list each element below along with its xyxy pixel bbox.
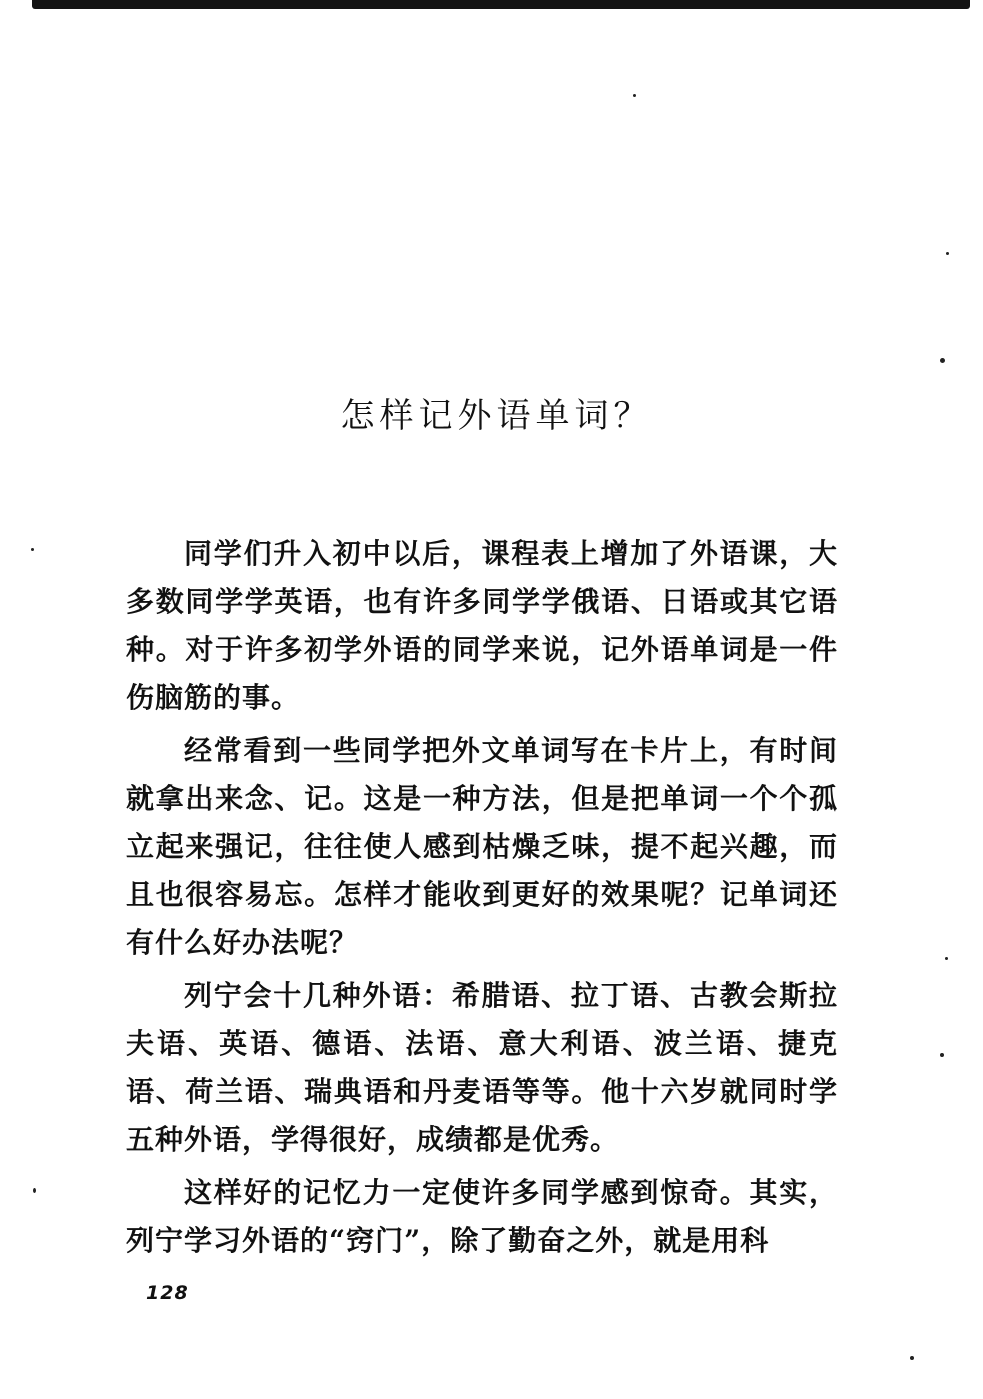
body-text: [126, 530, 838, 1270]
paragraph-3: 列宁会十几种外语：希腊语、拉丁语、古教会斯拉夫语、英语、德语、法语、意大利语、波兰语、捷克语、荷兰语、瑞典语和丹麦语等等。他十六岁就同时学五种外语，学得很好，成绩都是优秀。: [126, 979, 838, 1156]
scan-speck: [946, 252, 949, 255]
scan-speck: [910, 1356, 914, 1360]
page-number: 128: [146, 1282, 189, 1304]
scan-speck: [940, 358, 945, 363]
scan-speck: [31, 548, 34, 551]
scan-speck: [633, 94, 636, 97]
scan-speck: [940, 1053, 944, 1057]
scan-speck: [33, 1188, 36, 1193]
paragraph-4: 这样好的记忆力一定使许多同学感到惊奇。其实，列宁学习外语的“窍门”，除了勤奋之外，就是用科: [126, 1176, 838, 1257]
page-title: 怎样记外语单词？: [340, 396, 653, 436]
paragraph-2: 经常看到一些同学把外文单词写在卡片上，有时间就拿出来念、记。这是一种方法，但是把单词一个个孤立起来强记，往往使人感到枯燥乏味，提不起兴趣，而且也很容易忘。怎样才能收到更好的效果呢？记单词还有什么好办法呢？: [126, 734, 838, 959]
page-top-border: [32, 0, 970, 9]
paragraph-1: 同学们升入初中以后，课程表上增加了外语课，大多数同学学英语，也有许多同学学俄语、日语或其它语种。对于许多初学外语的同学来说，记外语单词是一件伤脑筋的事。: [126, 537, 838, 714]
scan-speck: [945, 957, 948, 960]
